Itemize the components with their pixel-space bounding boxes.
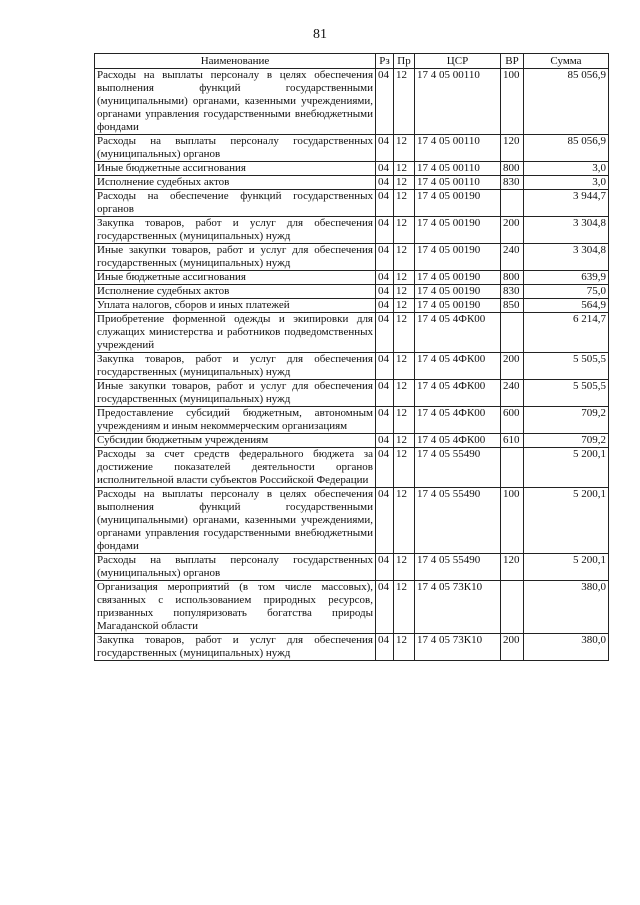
table-row [95, 299, 609, 313]
row-csr-cell: 17 4 05 00190 [415, 190, 501, 217]
row-name-cell: Расходы на выплаты персоналу государственных (муниципальных) органов [95, 554, 376, 581]
row-vr-cell [501, 581, 524, 634]
row-pr-cell: 12 [394, 217, 415, 244]
row-name-cell: Исполнение судебных актов [95, 176, 376, 190]
row-rz-cell: 04 [376, 162, 394, 176]
row-csr-cell: 17 4 05 4ФК00 [415, 313, 501, 353]
row-vr-cell: 200 [501, 634, 524, 661]
row-rz-cell: 04 [376, 217, 394, 244]
row-sum-cell: 5 200,1 [524, 488, 609, 554]
row-name-cell: Закупка товаров, работ и услуг для обеспечения государственных (муниципальных) нужд [95, 217, 376, 244]
row-csr-cell: 17 4 05 73К10 [415, 634, 501, 661]
row-name-cell: Приобретение форменной одежды и экипировки для служащих министерства и работников подведомственных учреждений [95, 313, 376, 353]
row-pr-cell: 12 [394, 162, 415, 176]
header-csr: ЦСР [415, 54, 501, 69]
row-pr-cell: 12 [394, 69, 415, 135]
row-csr-cell: 17 4 05 55490 [415, 554, 501, 581]
row-name-cell: Уплата налогов, сборов и иных платежей [95, 299, 376, 313]
table-row [95, 176, 609, 190]
table-row [95, 554, 609, 581]
row-name-cell: Субсидии бюджетным учреждениям [95, 434, 376, 448]
row-rz-cell: 04 [376, 434, 394, 448]
row-csr-cell: 17 4 05 00190 [415, 217, 501, 244]
row-csr-cell: 17 4 05 00110 [415, 176, 501, 190]
row-pr-cell: 12 [394, 407, 415, 434]
row-rz-cell: 04 [376, 581, 394, 634]
table-row [95, 353, 609, 380]
table-row [95, 581, 609, 634]
row-csr-cell: 17 4 05 4ФК00 [415, 407, 501, 434]
row-rz-cell: 04 [376, 285, 394, 299]
row-vr-cell [501, 448, 524, 488]
row-vr-cell: 240 [501, 380, 524, 407]
row-sum-cell: 5 505,5 [524, 353, 609, 380]
row-csr-cell: 17 4 05 55490 [415, 488, 501, 554]
row-sum-cell: 639,9 [524, 271, 609, 285]
row-csr-cell: 17 4 05 00190 [415, 285, 501, 299]
row-pr-cell: 12 [394, 244, 415, 271]
row-name-cell: Иные закупки товаров, работ и услуг для обеспечения государственных (муниципальных) нужд [95, 244, 376, 271]
row-name-cell: Расходы на выплаты персоналу государственных (муниципальных) органов [95, 135, 376, 162]
row-name-cell: Организация мероприятий (в том числе массовых), связанных с использованием природных ресурсов, призванных популяризовать богатства природы Магаданской области [95, 581, 376, 634]
header-rz: Рз [376, 54, 394, 69]
row-pr-cell: 12 [394, 176, 415, 190]
row-pr-cell: 12 [394, 554, 415, 581]
row-pr-cell: 12 [394, 353, 415, 380]
row-name-cell: Расходы на обеспечение функций государственных органов [95, 190, 376, 217]
row-pr-cell: 12 [394, 299, 415, 313]
row-rz-cell: 04 [376, 135, 394, 162]
row-vr-cell [501, 190, 524, 217]
row-vr-cell: 830 [501, 285, 524, 299]
row-sum-cell: 3,0 [524, 176, 609, 190]
row-rz-cell: 04 [376, 634, 394, 661]
row-sum-cell: 5 200,1 [524, 448, 609, 488]
row-name-cell: Предоставление субсидий бюджетным, автономным учреждениям и иным некоммерческим организациям [95, 407, 376, 434]
row-rz-cell: 04 [376, 448, 394, 488]
header-name: Наименование [95, 54, 376, 69]
row-sum-cell: 85 056,9 [524, 135, 609, 162]
row-pr-cell: 12 [394, 434, 415, 448]
row-name-cell: Закупка товаров, работ и услуг для обеспечения государственных (муниципальных) нужд [95, 634, 376, 661]
row-name-cell: Иные бюджетные ассигнования [95, 271, 376, 285]
row-csr-cell: 17 4 05 4ФК00 [415, 380, 501, 407]
row-rz-cell: 04 [376, 244, 394, 271]
header-vr: ВР [501, 54, 524, 69]
row-sum-cell: 5 505,5 [524, 380, 609, 407]
table-row [95, 380, 609, 407]
row-sum-cell: 5 200,1 [524, 554, 609, 581]
row-pr-cell: 12 [394, 581, 415, 634]
row-pr-cell: 12 [394, 488, 415, 554]
row-vr-cell: 240 [501, 244, 524, 271]
table-header-row [95, 54, 609, 69]
row-csr-cell: 17 4 05 00190 [415, 271, 501, 285]
row-sum-cell: 6 214,7 [524, 313, 609, 353]
table-row [95, 162, 609, 176]
row-vr-cell: 610 [501, 434, 524, 448]
row-sum-cell: 380,0 [524, 634, 609, 661]
row-csr-cell: 17 4 05 00190 [415, 244, 501, 271]
table-body [95, 69, 609, 661]
row-csr-cell: 17 4 05 00190 [415, 299, 501, 313]
table-row [95, 313, 609, 353]
row-pr-cell: 12 [394, 271, 415, 285]
table-row [95, 448, 609, 488]
row-name-cell: Иные закупки товаров, работ и услуг для обеспечения государственных (муниципальных) нужд [95, 380, 376, 407]
row-vr-cell: 120 [501, 554, 524, 581]
row-pr-cell: 12 [394, 190, 415, 217]
row-vr-cell: 800 [501, 162, 524, 176]
row-name-cell: Расходы на выплаты персоналу в целях обеспечения выполнения функций государственными (муниципальными) органами, казенными учреждениями, органами управления государственными внебюджетными фондами [95, 488, 376, 554]
row-vr-cell: 200 [501, 353, 524, 380]
row-csr-cell: 17 4 05 00110 [415, 69, 501, 135]
row-sum-cell: 3 304,8 [524, 217, 609, 244]
row-sum-cell: 3,0 [524, 162, 609, 176]
table-row [95, 217, 609, 244]
row-pr-cell: 12 [394, 380, 415, 407]
row-rz-cell: 04 [376, 353, 394, 380]
row-rz-cell: 04 [376, 488, 394, 554]
row-sum-cell: 85 056,9 [524, 69, 609, 135]
table-row [95, 488, 609, 554]
row-csr-cell: 17 4 05 55490 [415, 448, 501, 488]
row-pr-cell: 12 [394, 285, 415, 299]
row-pr-cell: 12 [394, 313, 415, 353]
row-sum-cell: 75,0 [524, 285, 609, 299]
table-row [95, 69, 609, 135]
row-sum-cell: 3 944,7 [524, 190, 609, 217]
table-row [95, 135, 609, 162]
row-rz-cell: 04 [376, 299, 394, 313]
header-pr: Пр [394, 54, 415, 69]
row-rz-cell: 04 [376, 554, 394, 581]
table-row [95, 244, 609, 271]
table-row [95, 271, 609, 285]
row-csr-cell: 17 4 05 73К10 [415, 581, 501, 634]
header-sum: Сумма [524, 54, 609, 69]
row-name-cell: Исполнение судебных актов [95, 285, 376, 299]
row-sum-cell: 380,0 [524, 581, 609, 634]
row-rz-cell: 04 [376, 190, 394, 217]
row-sum-cell: 564,9 [524, 299, 609, 313]
page-number: 81 [313, 27, 327, 42]
row-pr-cell: 12 [394, 448, 415, 488]
row-pr-cell: 12 [394, 634, 415, 661]
row-vr-cell [501, 313, 524, 353]
row-rz-cell: 04 [376, 380, 394, 407]
row-csr-cell: 17 4 05 00110 [415, 135, 501, 162]
row-vr-cell: 120 [501, 135, 524, 162]
budget-table [94, 53, 609, 661]
row-vr-cell: 100 [501, 488, 524, 554]
row-rz-cell: 04 [376, 271, 394, 285]
row-vr-cell: 800 [501, 271, 524, 285]
table-row [95, 634, 609, 661]
row-rz-cell: 04 [376, 69, 394, 135]
row-csr-cell: 17 4 05 4ФК00 [415, 434, 501, 448]
table-row [95, 407, 609, 434]
row-vr-cell: 850 [501, 299, 524, 313]
row-vr-cell: 200 [501, 217, 524, 244]
row-name-cell: Расходы за счет средств федерального бюджета за достижение показателей деятельности органов исполнительной власти субъектов Российской Федерации [95, 448, 376, 488]
row-vr-cell: 830 [501, 176, 524, 190]
row-rz-cell: 04 [376, 313, 394, 353]
row-sum-cell: 709,2 [524, 434, 609, 448]
row-rz-cell: 04 [376, 407, 394, 434]
row-vr-cell: 600 [501, 407, 524, 434]
row-pr-cell: 12 [394, 135, 415, 162]
row-sum-cell: 3 304,8 [524, 244, 609, 271]
row-name-cell: Иные бюджетные ассигнования [95, 162, 376, 176]
row-vr-cell: 100 [501, 69, 524, 135]
row-name-cell: Расходы на выплаты персоналу в целях обеспечения выполнения функций государственными (муниципальными) органами, казенными учреждениями, органами управления государственными внебюджетными фондами [95, 69, 376, 135]
table-row [95, 190, 609, 217]
table-row [95, 285, 609, 299]
row-rz-cell: 04 [376, 176, 394, 190]
row-csr-cell: 17 4 05 00110 [415, 162, 501, 176]
row-csr-cell: 17 4 05 4ФК00 [415, 353, 501, 380]
row-name-cell: Закупка товаров, работ и услуг для обеспечения государственных (муниципальных) нужд [95, 353, 376, 380]
table-row [95, 434, 609, 448]
row-sum-cell: 709,2 [524, 407, 609, 434]
